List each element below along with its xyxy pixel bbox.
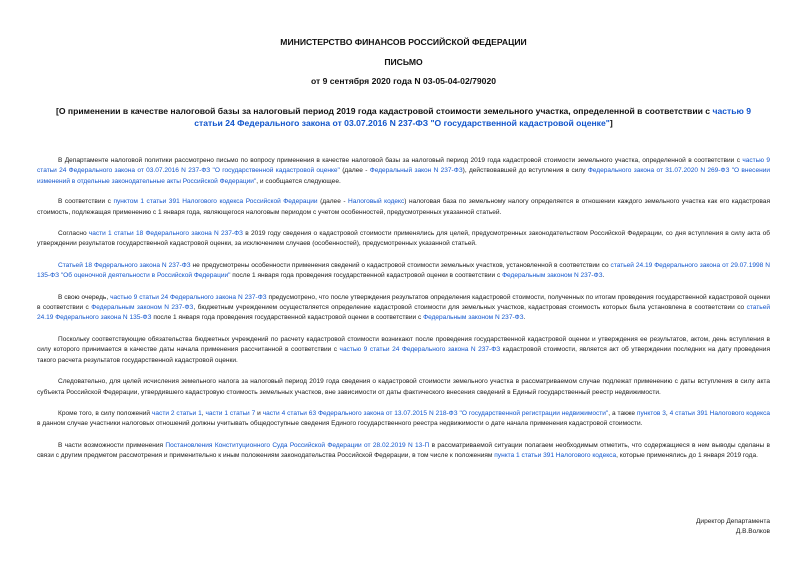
law-reference-link[interactable]: части 1 статьи 7 bbox=[205, 409, 256, 417]
law-reference-link[interactable]: части 2 статьи 1 bbox=[152, 409, 202, 417]
title-law-link[interactable]: частью 9 статьи 24 Федерального закона от 03.07.2016 N 237-ФЗ "О государственной кадастровой оценке" bbox=[194, 106, 751, 128]
paragraph-text: в данном случае участники налоговых отношений должны учитывать общедоступные сведения Единого государственного реестра недвижимости о дате начала применения кадастровой стоимости. bbox=[37, 420, 643, 428]
paragraph-text: ), действовавшей до вступления в силу bbox=[462, 167, 588, 175]
paragraph-text: в 2019 году сведения о кадастровой стоимости применялись для целей, предусмотренных законодательством Российской Федерации, со дня вступления в силу акта об утверждении результатов государственной кадастровой оценки, за исключением случаев (особенностей), предусмотренных указанной статьей. bbox=[37, 230, 770, 248]
paragraph-text: , бюджетным учреждением осуществляется определение кадастровой стоимости для земельных участков, кадастровая стоимость которых была установлена в соответствии со bbox=[193, 304, 747, 312]
law-reference-link[interactable]: части 1 статьи 18 Федерального закона N 237-ФЗ bbox=[88, 230, 244, 238]
paragraph-text: В свою очередь, bbox=[58, 293, 111, 301]
law-reference-link[interactable]: Статьей 18 Федерального закона N 237-ФЗ bbox=[58, 261, 191, 269]
paragraph-text: (далее - bbox=[339, 167, 370, 175]
body-paragraph bbox=[37, 335, 770, 366]
body-paragraph bbox=[37, 409, 770, 430]
paragraph-text: , bbox=[665, 409, 670, 417]
law-reference-link[interactable]: пунктом 1 статьи 391 Налогового кодекса Российской Федерации bbox=[113, 198, 318, 206]
signature-position: Директор Департамента bbox=[696, 518, 770, 525]
paragraph-text: Следовательно, для целей исчисления земельного налога за налоговый период 2019 года сведения о кадастровой стоимости земельного участка в рассматриваемом случае подлежат применению с даты вступления в силу акта субъекта Российской Федерации, утвердившего кадастровую стоимость земельных участков, вне зависимости от даты фактического внесения сведений в Единый государственный реестр недвижимости. bbox=[37, 378, 770, 396]
law-reference-link[interactable]: Федеральный закон N 237-ФЗ bbox=[369, 167, 463, 175]
law-reference-link[interactable]: Федеральным законом N 237-ФЗ bbox=[91, 304, 194, 312]
body-paragraph bbox=[37, 261, 770, 282]
paragraph-text: Кроме того, в силу положений bbox=[58, 409, 152, 417]
body-paragraph bbox=[37, 229, 770, 250]
signature-name: Д.В.Волков bbox=[735, 528, 770, 535]
paragraph-text: и bbox=[255, 409, 263, 417]
law-reference-link[interactable]: Налоговый кодекс bbox=[348, 198, 405, 206]
title-text-pre: [О применении в качестве налоговой базы за налоговый период 2019 года кадастровой стоимости земельного участка, определенной в соответствии с bbox=[55, 106, 713, 116]
law-reference-link[interactable]: Федерального закона от 31.07.2020 N 269-ФЗ "О внесении изменений в отдельные законодательные акты Российской Федерации" bbox=[37, 167, 771, 185]
paragraph-text: кадастровой стоимости, является акт об утверждении последних на дату проведения такого расчета результатов государственной кадастровой оценки. bbox=[37, 346, 770, 364]
body-paragraph bbox=[37, 377, 770, 398]
law-reference-link[interactable]: частью 9 статьи 24 Федерального закона N 237-ФЗ bbox=[110, 293, 267, 301]
law-reference-link[interactable]: Постановления Конституционного Суда Российской Федерации от 28.02.2019 N 13-П bbox=[165, 441, 430, 449]
body-paragraph bbox=[37, 441, 770, 462]
paragraph-text: Поскольку соответствующие обязательства бюджетных учреждений по расчету кадастровой стоимости возникают после проведения государственной кадастровой оценки и утверждения ее результатов, актом, день вступления в силу которого принимается в качестве даты начала применения рассчитанной в соответствии с bbox=[37, 335, 770, 354]
paragraph-text: В части возможности применения bbox=[58, 441, 166, 449]
paragraph-text: . bbox=[523, 314, 526, 322]
paragraph-text: в рассматриваемой ситуации полагаем необходимым отметить, что содержащиеся в нем выводы сделаны в связи с другим предметом рассмотрения и применительно к иным положениям законодательства Российской Федерации, в том числе к положениям bbox=[37, 441, 770, 460]
law-reference-link[interactable]: пункта 1 статьи 391 Налогового кодекса bbox=[494, 452, 617, 460]
document-title bbox=[45, 105, 762, 129]
paragraph-text: . bbox=[602, 272, 605, 280]
paragraph-text: предусмотрено, что после утверждения результатов определения кадастровой стоимости, полученных по итогам проведения государственной кадастровой оценки в соответствии с bbox=[37, 293, 770, 312]
paragraph-text: В соответствии с bbox=[58, 198, 114, 206]
document-body bbox=[37, 156, 770, 473]
body-paragraph bbox=[37, 156, 770, 187]
law-reference-link[interactable]: Федеральным законом N 237-ФЗ bbox=[502, 272, 603, 280]
document-date-number: от 9 сентября 2020 года N 03-05-04-02/79020 bbox=[310, 76, 497, 86]
paragraph-text: , а также bbox=[608, 409, 637, 417]
document-type: ПИСЬМО bbox=[384, 57, 423, 67]
paragraph-text: не предусмотрены особенности применения сведений о кадастровой стоимости земельных участков, установленной в соответствии со bbox=[190, 261, 611, 269]
paragraph-text: В Департаменте налоговой политики рассмотрено письмо по вопросу применения в качестве налоговой базы за налоговый период 2019 года кадастровой стоимости земельного участка, определенной в соответствии с bbox=[58, 157, 743, 164]
paragraph-text: , которые применялись до 1 января 2019 года. bbox=[616, 452, 758, 460]
law-reference-link[interactable]: частью 9 статьи 24 Федерального закона N 237-ФЗ bbox=[339, 346, 501, 354]
law-reference-link[interactable]: частью 9 статьи 24 Федерального закона от 03.07.2016 N 237-ФЗ "О государственной кадастровой оценке" bbox=[37, 157, 770, 175]
paragraph-text: после 1 января года проведения государственной кадастровой оценки в соответствии с bbox=[230, 272, 503, 280]
law-reference-link[interactable]: пунктов 3 bbox=[636, 409, 666, 417]
title-text-post: ] bbox=[609, 118, 613, 128]
body-paragraph bbox=[37, 197, 770, 218]
law-reference-link[interactable]: 4 статьи 391 Налогового кодекса bbox=[669, 409, 771, 417]
paragraph-text: Согласно bbox=[58, 230, 89, 238]
body-paragraph bbox=[37, 293, 770, 324]
paragraph-text: , и сообщается следующее. bbox=[256, 177, 341, 185]
law-reference-link[interactable]: статьей 24.19 Федерального закона от 29.07.1998 N 135-ФЗ "Об оценочной деятельности в Российской Федерации" bbox=[37, 261, 770, 280]
paragraph-text: ) налоговая база по земельному налогу определяется в отношении каждого земельного участка как его кадастровая стоимость, подлежащая применению с 1 января года, являющегося налоговым периодом с учетом особенностей, предусмотренных указанной статьей. bbox=[37, 198, 770, 216]
law-reference-link[interactable]: части 4 статьи 63 Федерального закона от 13.07.2015 N 218-ФЗ "О государственной регистрации недвижимости" bbox=[262, 409, 609, 417]
paragraph-text: , bbox=[201, 409, 206, 417]
signature-block bbox=[620, 517, 770, 537]
paragraph-text: (далее - bbox=[317, 198, 349, 206]
law-reference-link[interactable]: Федеральным законом N 237-ФЗ bbox=[423, 314, 524, 322]
law-reference-link[interactable]: статьей 24.19 Федерального закона N 135-ФЗ bbox=[37, 304, 770, 322]
paragraph-text: после 1 января года проведения государственной кадастровой оценки в соответствии с bbox=[151, 314, 424, 322]
ministry-header: МИНИСТЕРСТВО ФИНАНСОВ РОССИЙСКОЙ ФЕДЕРАЦИИ bbox=[280, 37, 527, 47]
